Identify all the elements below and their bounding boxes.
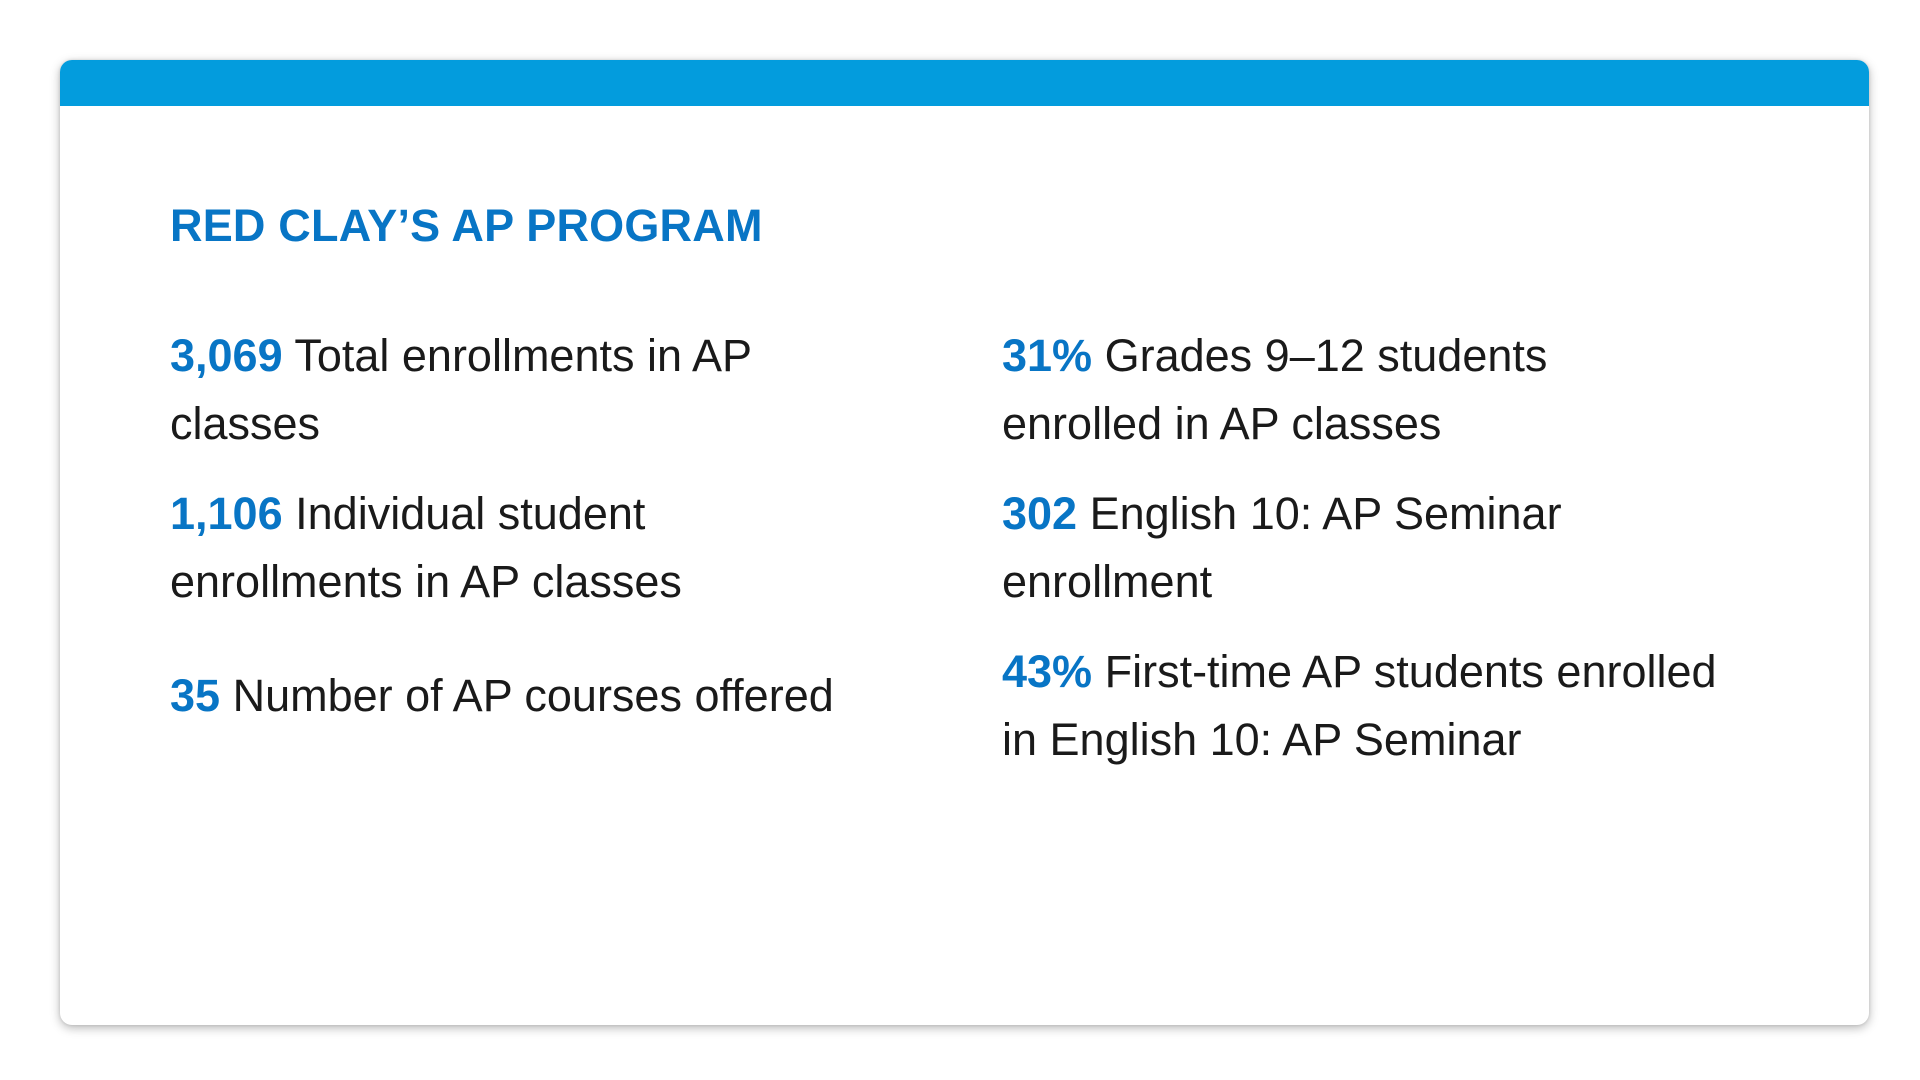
stat-courses-offered bbox=[170, 662, 930, 730]
stat-value: 43% bbox=[1002, 646, 1093, 697]
stat-value: 3,069 bbox=[170, 330, 283, 381]
card-title: RED CLAY’S AP PROGRAM bbox=[170, 200, 763, 251]
stat-total-enrollments bbox=[170, 322, 810, 458]
card-accent-bar bbox=[60, 60, 1869, 106]
stat-value: 302 bbox=[1002, 488, 1078, 539]
stat-individual-enrollments bbox=[170, 480, 810, 616]
stat-label: Grades 9–12 students enrolled in AP classes bbox=[1002, 330, 1548, 449]
stat-first-time-students bbox=[1002, 638, 1762, 774]
stat-value: 1,106 bbox=[170, 488, 283, 539]
stat-label: First-time AP students enrolled in English 10: AP Seminar bbox=[1002, 646, 1717, 765]
stat-label: Total enrollments in AP classes bbox=[170, 330, 752, 449]
stat-seminar-enrollment bbox=[1002, 480, 1612, 616]
stat-label: English 10: AP Seminar enrollment bbox=[1002, 488, 1562, 607]
stat-value: 35 bbox=[170, 670, 221, 721]
ap-program-card bbox=[60, 60, 1869, 1025]
stat-grades-enrolled bbox=[1002, 322, 1592, 458]
stat-label: Number of AP courses offered bbox=[232, 670, 834, 721]
stat-value: 31% bbox=[1002, 330, 1093, 381]
stat-label: Individual student enrollments in AP classes bbox=[170, 488, 682, 607]
